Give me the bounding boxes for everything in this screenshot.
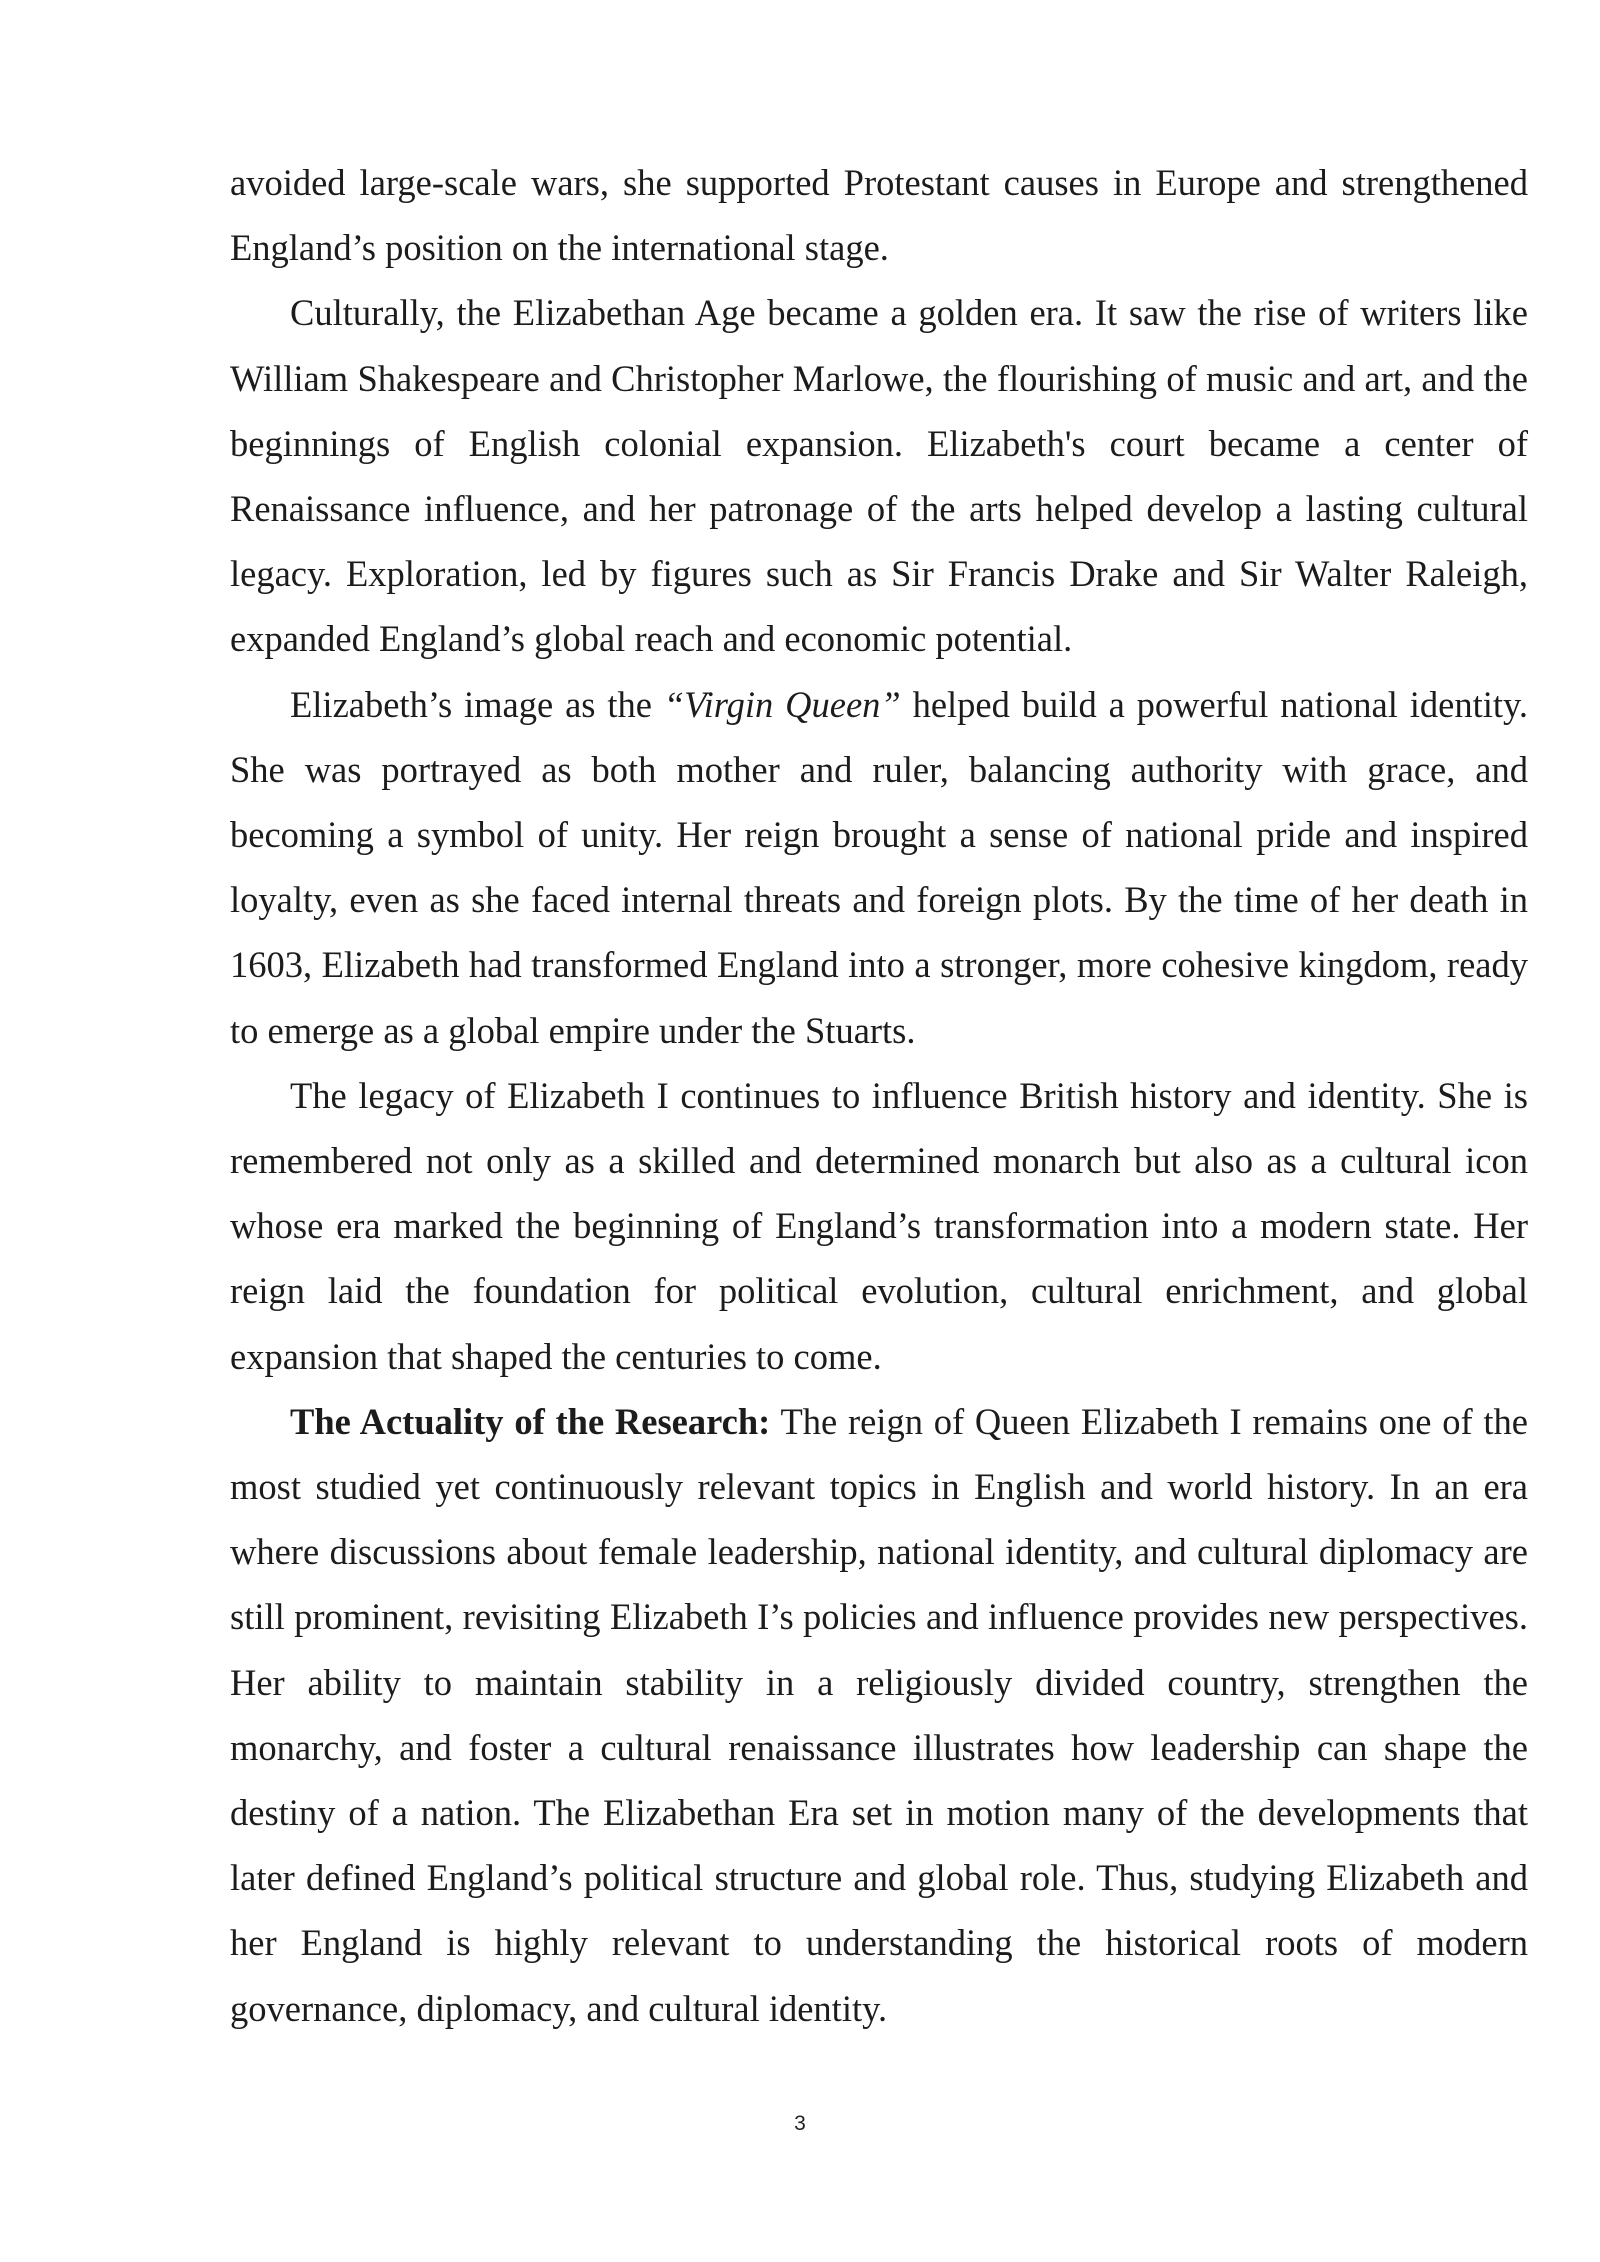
paragraph-continuation: avoided large-scale wars, she supported Protestant causes in Europe and strengthened England’s position on the international stage.	[230, 162, 1528, 269]
paragraph-virgin-queen-end: helped build a powerful national identity. She was portrayed as both mother and ruler, balancing authority with grace, and becoming a symbol of unity. Her reign brought a sense of national pride and inspired loyalty, even as she faced internal threats and foreign plots. By the time of her death in 1603, Elizabeth had transformed England into a stronger, more cohesive kingdom, ready to emerge as a global empire under the Stuarts.	[230, 683, 1528, 1051]
paragraph-virgin-queen-start: Elizabeth’s image as the	[290, 683, 664, 725]
paragraph-legacy: The legacy of Elizabeth I continues to influence British history and identity. She is remembered not only as a skilled and determined monarch but also as a cultural icon whose era marked the beginning of England’s transformation into a modern state. Her reign laid the foundation for political evolution, cultural enrichment, and global expansion that shaped the centuries to come.	[230, 1074, 1528, 1377]
actuality-heading: The Actuality of the Research:	[290, 1400, 771, 1442]
paragraph-actuality	[230, 1389, 1528, 2041]
body-text	[230, 150, 1528, 2041]
paragraph-culture: Culturally, the Elizabethan Age became a golden era. It saw the rise of writers like William Shakespeare and Christopher Marlowe, the flourishing of music and art, and the beginnings of English colonial expansion. Elizabeth's court became a center of Renaissance influence, and her patronage of the arts helped develop a lasting cultural legacy. Exploration, led by figures such as Sir Francis Drake and Sir Walter Raleigh, expanded England’s global reach and economic potential.	[230, 292, 1528, 660]
paragraph-virgin-queen	[230, 672, 1528, 1063]
page-number: 3	[794, 2112, 806, 2135]
actuality-text: The reign of Queen Elizabeth I remains one of the most studied yet continuously relevant topics in English and world history. In an era where discussions about female leadership, national identity, and cultural diplomacy are still prominent, revisiting Elizabeth I’s policies and influence provides new perspectives. Her ability to maintain stability in a religiously divided country, strengthen the monarchy, and foster a cultural renaissance illustrates how leadership can shape the destiny of a nation. The Elizabethan Era set in motion many of the developments that later defined England’s political structure and global role. Thus, studying Elizabeth and her England is highly relevant to understanding the historical roots of modern governance, diplomacy, and cultural identity.	[230, 1400, 1528, 2029]
virgin-queen-title: “Virgin Queen”	[663, 683, 901, 725]
